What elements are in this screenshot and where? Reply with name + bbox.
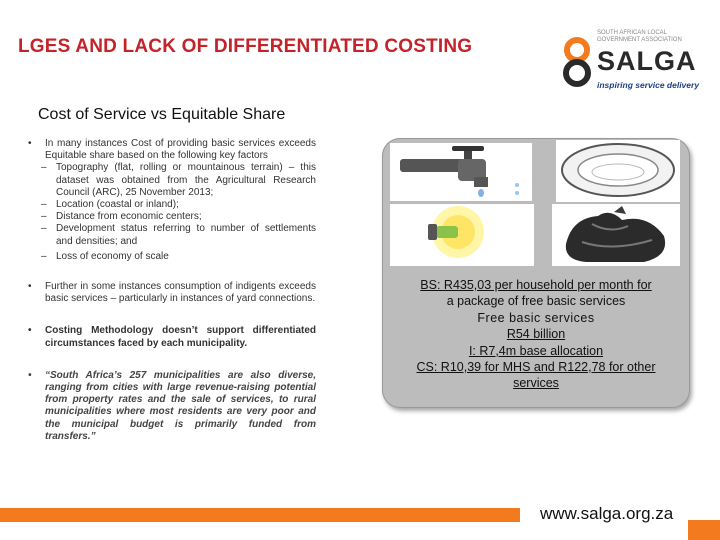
website-link[interactable]: www.salga.org.za bbox=[540, 504, 674, 523]
salga-logo bbox=[560, 30, 700, 96]
community-services-line: CS: R10,39 for MHS and R122,78 for other bbox=[416, 360, 656, 375]
bullet-item bbox=[28, 138, 316, 162]
toilet-icon bbox=[556, 140, 680, 202]
bullet-text: Costing Methodology doesn’t support differentiated circumstances faced by each municipality. bbox=[45, 325, 316, 349]
services-panel bbox=[382, 138, 690, 408]
sub-bullet-text: Loss of economy of scale bbox=[56, 250, 169, 262]
bullet-dot-icon: • bbox=[28, 369, 32, 381]
bullet-dot-icon: • bbox=[28, 138, 32, 149]
logo-tagline: inspiring service delivery bbox=[597, 80, 700, 90]
light-bulb-icon bbox=[390, 204, 534, 266]
quote-text: “South Africa’s 257 municipalities are also diverse, ranging from cities with large revenue-raising potential from property rates and the sale of services, to rural municipalities where most residents are very poor and the municipal budget is primarily funded from transfers.” bbox=[45, 369, 316, 442]
free-basic-services-line: Free basic services bbox=[477, 310, 595, 325]
bullet-dot-icon: • bbox=[28, 281, 32, 293]
tap-icon bbox=[390, 143, 532, 201]
salga-emblem-icon bbox=[562, 36, 592, 88]
free-basic-services-amount: R54 billion bbox=[506, 327, 566, 342]
refuse-bag-icon bbox=[552, 204, 680, 266]
basic-services-package-line: a package of free basic services bbox=[446, 294, 626, 309]
sub-bullet-item bbox=[28, 199, 316, 211]
sub-bullet-item bbox=[28, 211, 316, 223]
bullet-item bbox=[28, 281, 316, 305]
logo-org-line: SOUTH AFRICAN LOCAL GOVERNMENT ASSOCIATION bbox=[597, 30, 682, 43]
community-services-line-cont: services bbox=[513, 376, 559, 391]
sub-bullet-text: Development status referring to number of settlements and densities; and bbox=[56, 223, 316, 247]
sub-bullet-item bbox=[28, 251, 316, 263]
bullet-text: In many instances Cost of providing basic services exceeds Equitable share based on the following key factors bbox=[45, 138, 316, 162]
bullet-item bbox=[28, 370, 316, 443]
dash-icon: – bbox=[41, 199, 47, 211]
dash-icon: – bbox=[41, 162, 47, 174]
bullet-dot-icon: • bbox=[28, 325, 32, 337]
sub-bullet-text: Topography (flat, rolling or mountainous terrain) – this dataset was obtained from the Agricultural Research Council (ARC), 25 November 2013; bbox=[56, 162, 316, 198]
dash-icon: – bbox=[41, 223, 47, 235]
dash-icon: – bbox=[41, 211, 47, 223]
dash-icon: – bbox=[41, 250, 47, 262]
base-allocation-line: I: R7,4m base allocation bbox=[468, 343, 604, 358]
bullet-text: Further in some instances consumption of indigents exceeds basic services – particularly in instances of yard connections. bbox=[45, 281, 316, 305]
sub-bullet-item bbox=[28, 162, 316, 199]
panel-text bbox=[382, 277, 690, 392]
sub-bullet-text: Distance from economic centers; bbox=[56, 211, 202, 223]
basic-services-cost-line: BS: R435,03 per household per month for bbox=[420, 278, 652, 292]
sub-bullet-text: Location (coastal or inland); bbox=[56, 199, 179, 211]
bullet-list bbox=[28, 138, 316, 443]
slide-title: LGES AND LACK OF DIFFERENTIATED COSTING bbox=[18, 36, 473, 57]
bullet-item bbox=[28, 325, 316, 349]
slide-subtitle: Cost of Service vs Equitable Share bbox=[38, 106, 286, 123]
footer-bar bbox=[0, 508, 520, 522]
sub-bullet-item bbox=[28, 223, 316, 247]
logo-wordmark: SALGA bbox=[597, 46, 697, 76]
corner-accent bbox=[688, 520, 720, 540]
